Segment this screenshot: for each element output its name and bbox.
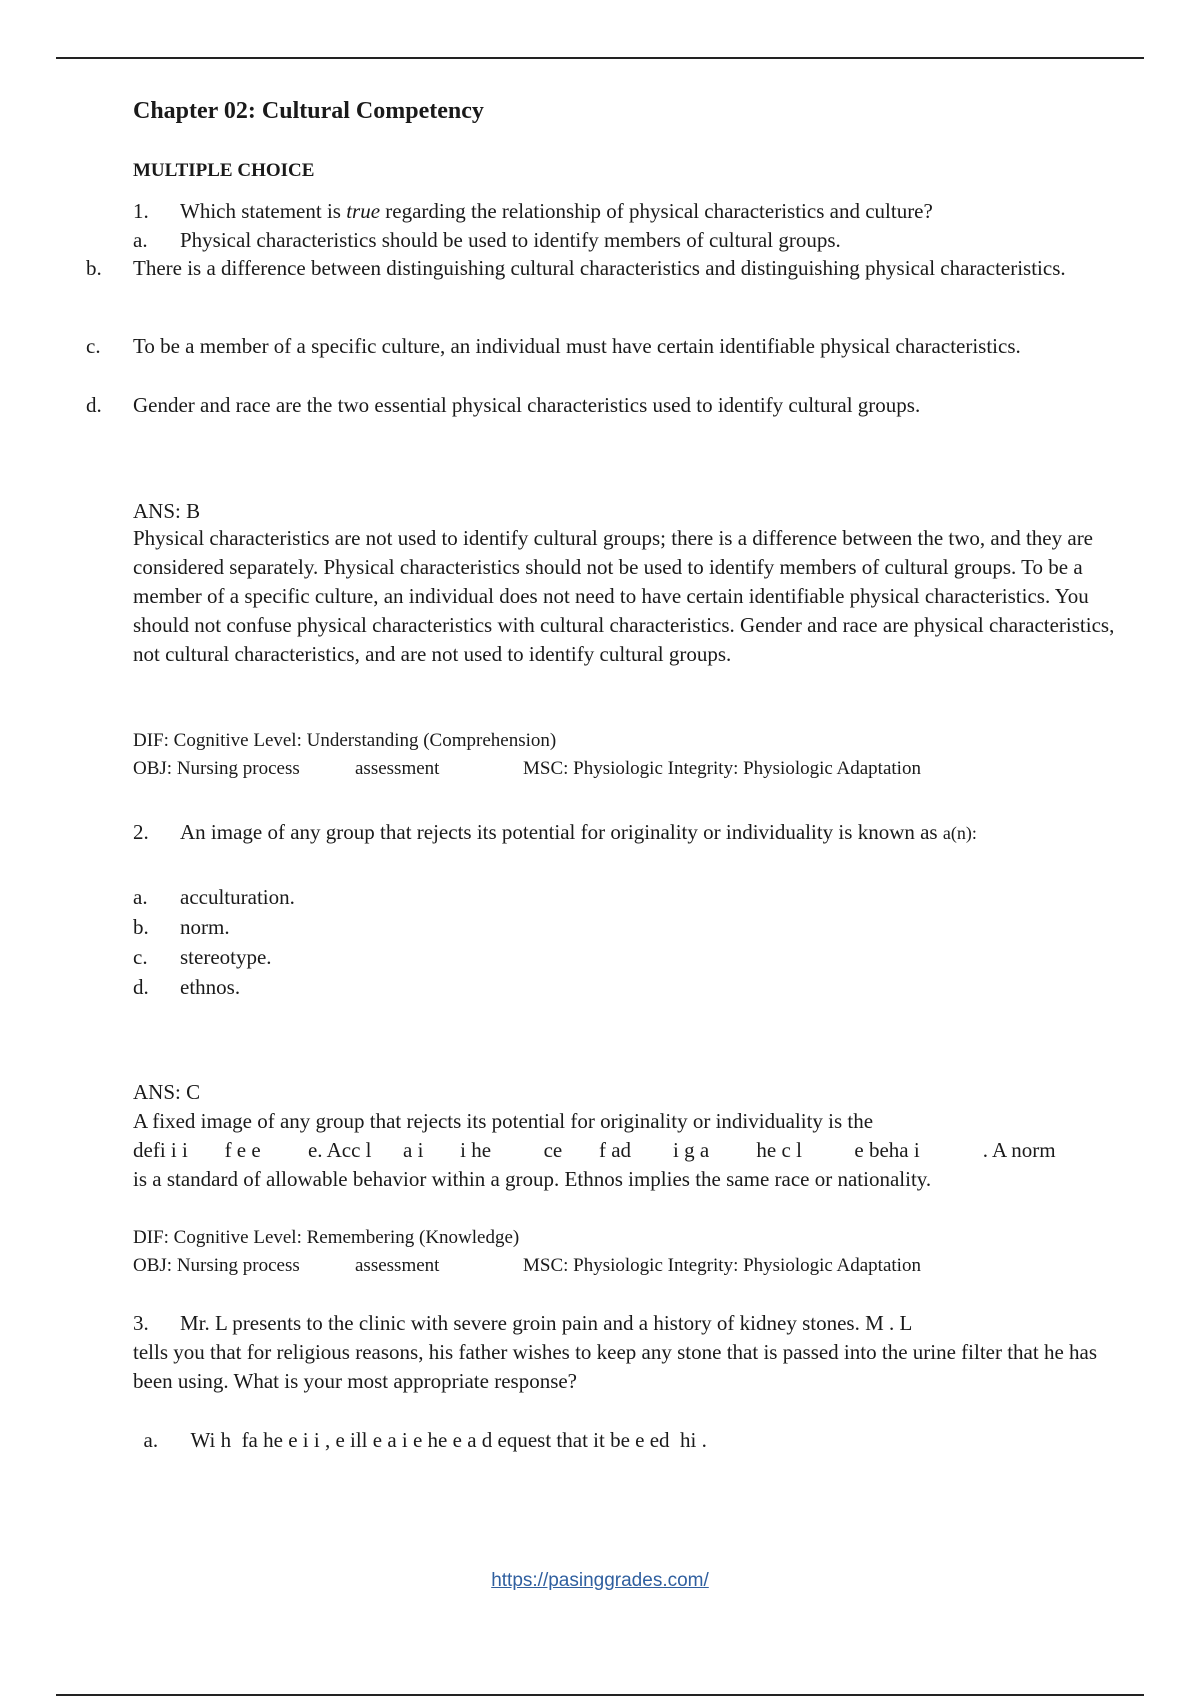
- footer-link[interactable]: https://pasinggrades.com/: [491, 1570, 709, 1591]
- question-3-stem: 3. Mr. L presents to the clinic with severe groin pain and a history of kidney stones. M . L: [133, 1309, 1133, 1338]
- top-rule: [56, 57, 1144, 59]
- footer-link-container: [0, 1566, 1200, 1595]
- question-1-answer: ANS: B: [133, 499, 201, 523]
- question-1-obj-msc: OBJ: Nursing process assessment MSC: Physiologic Integrity: Physiologic Adaptation: [133, 758, 921, 779]
- question-2-option-b: b. norm.: [133, 915, 230, 939]
- question-number: 2.: [133, 820, 149, 844]
- question-1-rationale: Physical characteristics are not used to identify cultural groups; there is a difference between the two, and they are considered separately. Physical characteristics should not be used to identify members of cultural groups. To be a member of a specific culture, an individual does not need to have certain identifiable physical characteristics. You should not confuse physical characteristics with cultural characteristics. Gender and race are physical characteristics, not cultural characteristics, and are not used to identify cultural groups.: [133, 526, 1115, 666]
- question-2-answer: ANS: C: [133, 1080, 201, 1104]
- question-1-option-b: b. There is a difference between distinguishing cultural characteristics and distinguishing physical characteristics.: [86, 256, 1066, 280]
- question-number: 3.: [133, 1311, 149, 1335]
- question-2-dif: DIF: Cognitive Level: Remembering (Knowledge): [133, 1227, 520, 1248]
- question-1-dif: DIF: Cognitive Level: Understanding (Comprehension): [133, 730, 557, 751]
- question-1-option-d: d. Gender and race are the two essential physical characteristics used to identify cultural groups.: [86, 393, 921, 417]
- question-2-rationale-line-1: A fixed image of any group that rejects its potential for originality or individuality is the: [133, 1109, 874, 1133]
- question-2-stem: 2. An image of any group that rejects its potential for originality or individuality is known as a(n):: [133, 818, 1133, 848]
- question-2-option-a: a. acculturation.: [133, 885, 295, 909]
- question-2-option-d: d. ethnos.: [133, 975, 241, 999]
- question-1-option-c: c. To be a member of a specific culture, an individual must have certain identifiable physical characteristics.: [86, 334, 1021, 358]
- question-3-option-a: a. Wi h fa he e i i , e ill e a i e he e a d equest that it be e ed hi .: [143, 1428, 707, 1452]
- bottom-rule: [56, 1694, 1144, 1696]
- question-2-rationale-line-3: is a standard of allowable behavior within a group. Ethnos implies the same race or nationality.: [133, 1167, 932, 1191]
- question-number: 1.: [133, 199, 149, 223]
- question-1-stem: 1. Which statement is true regarding the relationship of physical characteristics and culture?: [133, 197, 1133, 226]
- question-1-option-a: a. Physical characteristics should be used to identify members of cultural groups.: [133, 228, 841, 252]
- question-2-rationale-line-2: defi i i f e e e. Acc l a i i he ce f ad i g a he c l e beha i . A norm: [133, 1138, 1056, 1162]
- question-2-option-c: c. stereotype.: [133, 945, 272, 969]
- section-heading: MULTIPLE CHOICE: [133, 160, 315, 181]
- question-3-stem-continued: tells you that for religious reasons, his father wishes to keep any stone that is passed into the urine filter that he has been using. What is your most appropriate response?: [133, 1340, 1098, 1393]
- question-2-obj-msc: OBJ: Nursing process assessment MSC: Physiologic Integrity: Physiologic Adaptation: [133, 1255, 921, 1276]
- chapter-title: Chapter 02: Cultural Competency: [133, 98, 484, 124]
